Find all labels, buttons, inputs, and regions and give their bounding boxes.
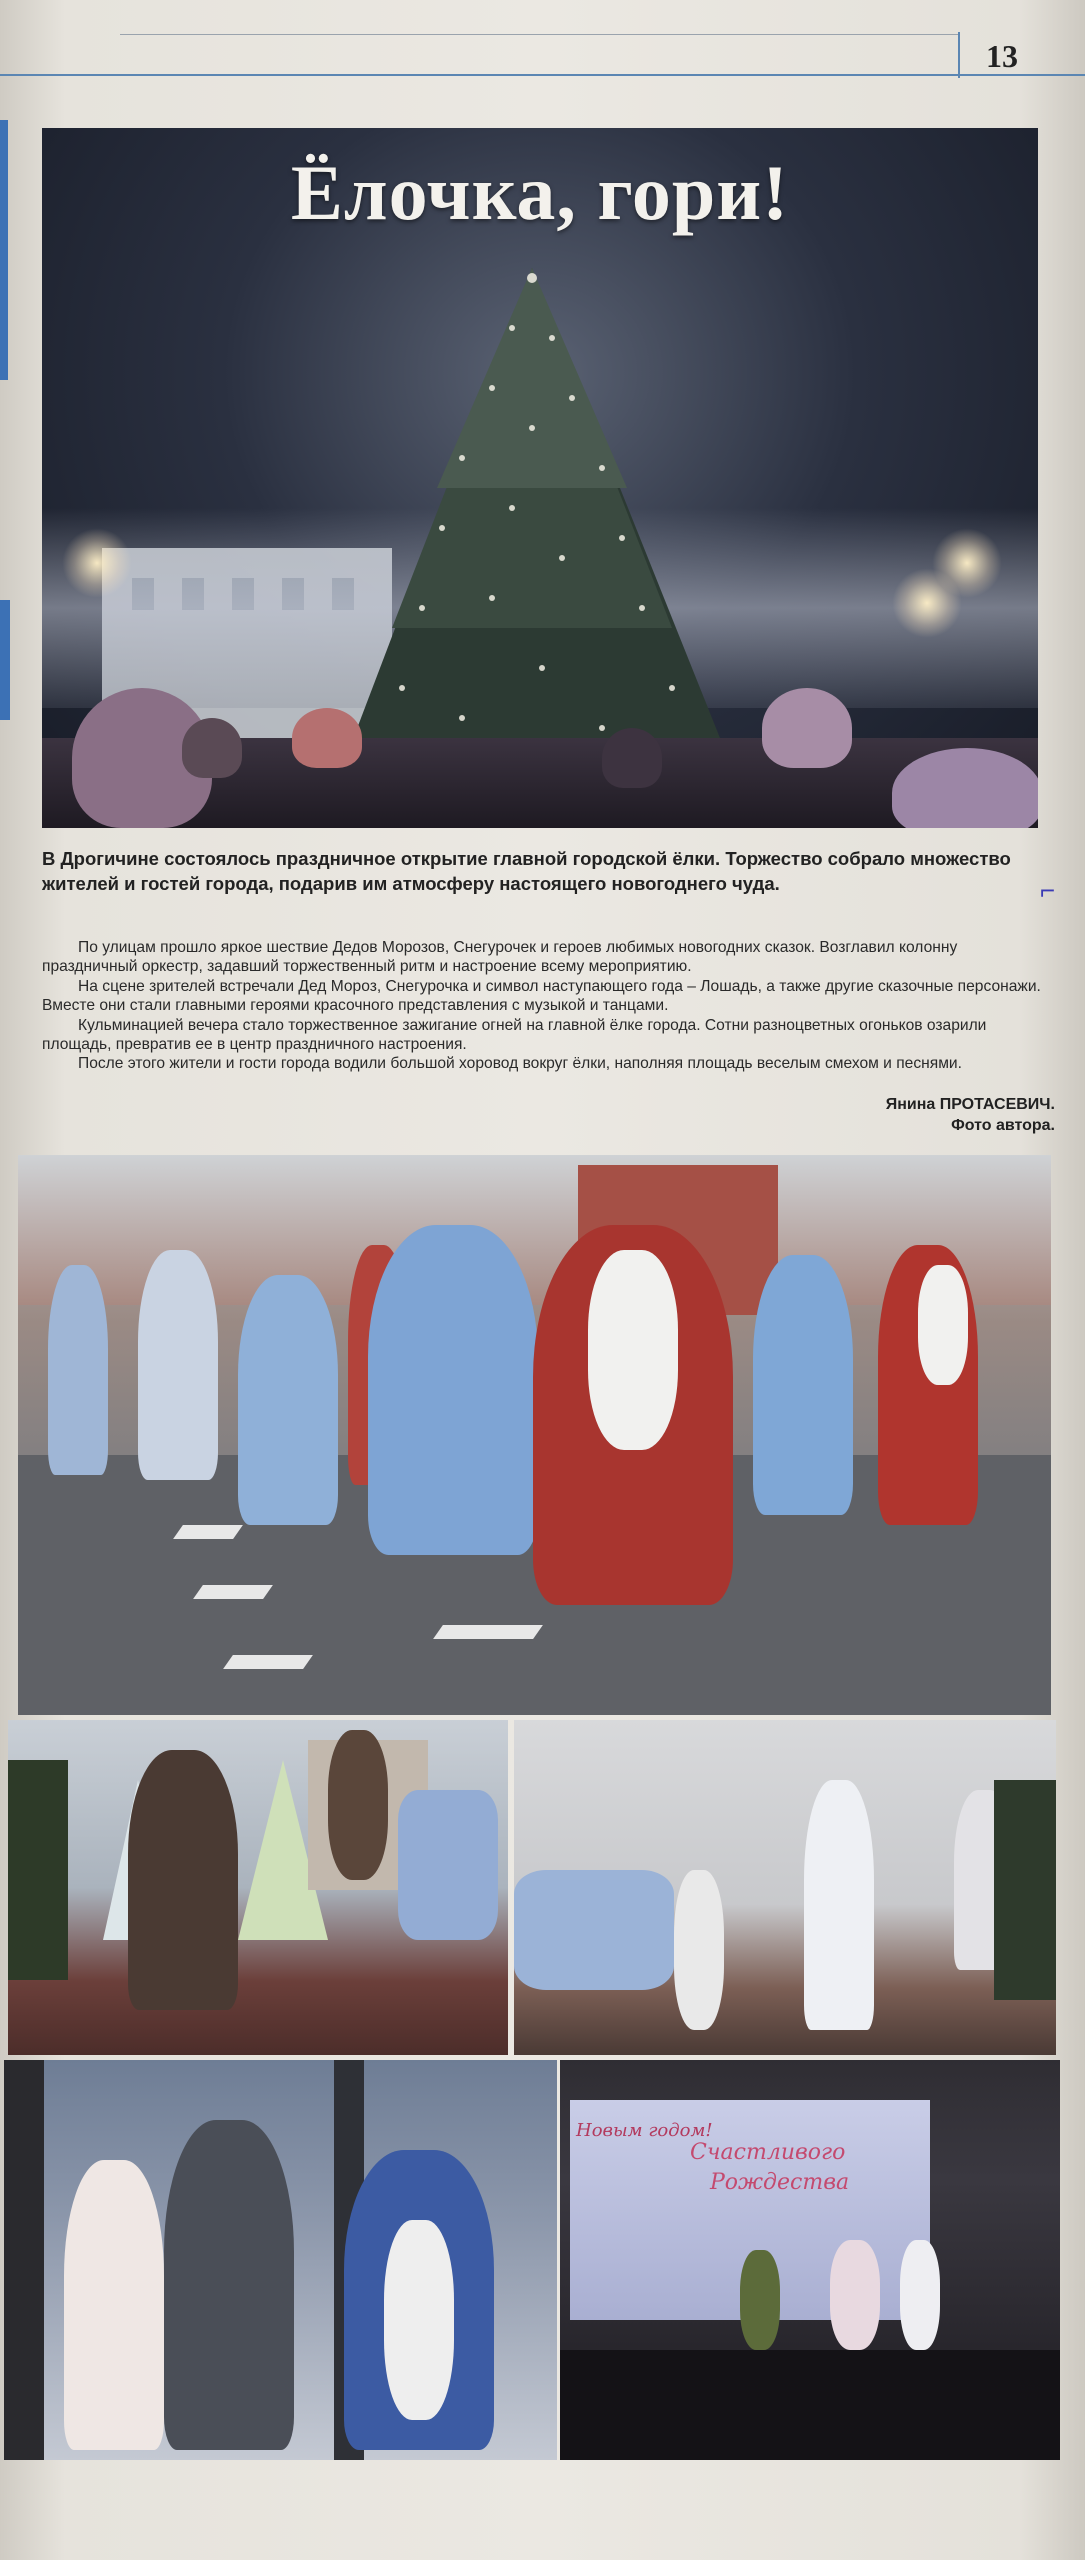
hero-photo-christmas-tree (42, 128, 1038, 828)
page-number: 13 (986, 38, 1018, 74)
fairy-tale-characters-photo (4, 2060, 557, 2460)
paragraph: По улицам прошло яркое шествие Дедов Морозов, Снегурочек и героев любимых новогодних сказок. Возглавил колонну праздничный оркестр, задавший торжественный ритм и настроение всему мероприятию. (42, 939, 958, 976)
article-lead: В Дрогичине состоялось праздничное открытие главной городской ёлки. Торжество собрало множество жителей и гостей города, подарив им атмосферу настоящего новогоднего чуда. (42, 848, 1011, 894)
snow-maiden-figure (753, 1255, 853, 1515)
snow-maiden-figure (138, 1250, 218, 1480)
header-rule (120, 34, 960, 35)
banner-text: Счастливого (690, 2140, 846, 2165)
header-blue-rule (0, 74, 1085, 76)
parade-photo (18, 1155, 1051, 1715)
horse-character-photo (8, 1720, 508, 2055)
snow-maiden-figure (48, 1265, 108, 1475)
handwritten-mark: ⌐ (1040, 875, 1056, 905)
article-body (42, 938, 1042, 1074)
snow-maiden-figure (368, 1225, 538, 1555)
photo-credit: Фото автора. (951, 1117, 1055, 1134)
banner-text: Новым годом! (576, 2120, 713, 2141)
stage-characters-photo (514, 1720, 1056, 2055)
adjacent-page-strip (0, 600, 10, 720)
article-title: Ёлочка, гори! (290, 149, 790, 236)
paragraph: Кульминацией вечера стало торжественное зажигание огней на главной ёлке города. Сотни разноцветных огоньков озарили площадь, превратив ее в центр праздничного настроения. (42, 1016, 987, 1054)
banner-text: Рождества (710, 2170, 850, 2195)
adjacent-page-strip (0, 120, 8, 380)
snow-maiden-figure (238, 1275, 338, 1525)
paragraph: На сцене зрителей встречали Дед Мороз, Снегурочка и символ наступающего года – Лошадь, а также другие сказочные персонажи. Вместе они стали главными героями красочного представления с музыкой и танцами. (42, 977, 1041, 1015)
stage-performance-photo (560, 2060, 1060, 2460)
author-name: Янина ПРОТАСЕВИЧ. (885, 1096, 1055, 1113)
paragraph: После этого жители и гости города водили большой хоровод вокруг ёлки, наполняя площадь веселым смехом и песнями. (78, 1055, 962, 1073)
byline (886, 1094, 1055, 1136)
